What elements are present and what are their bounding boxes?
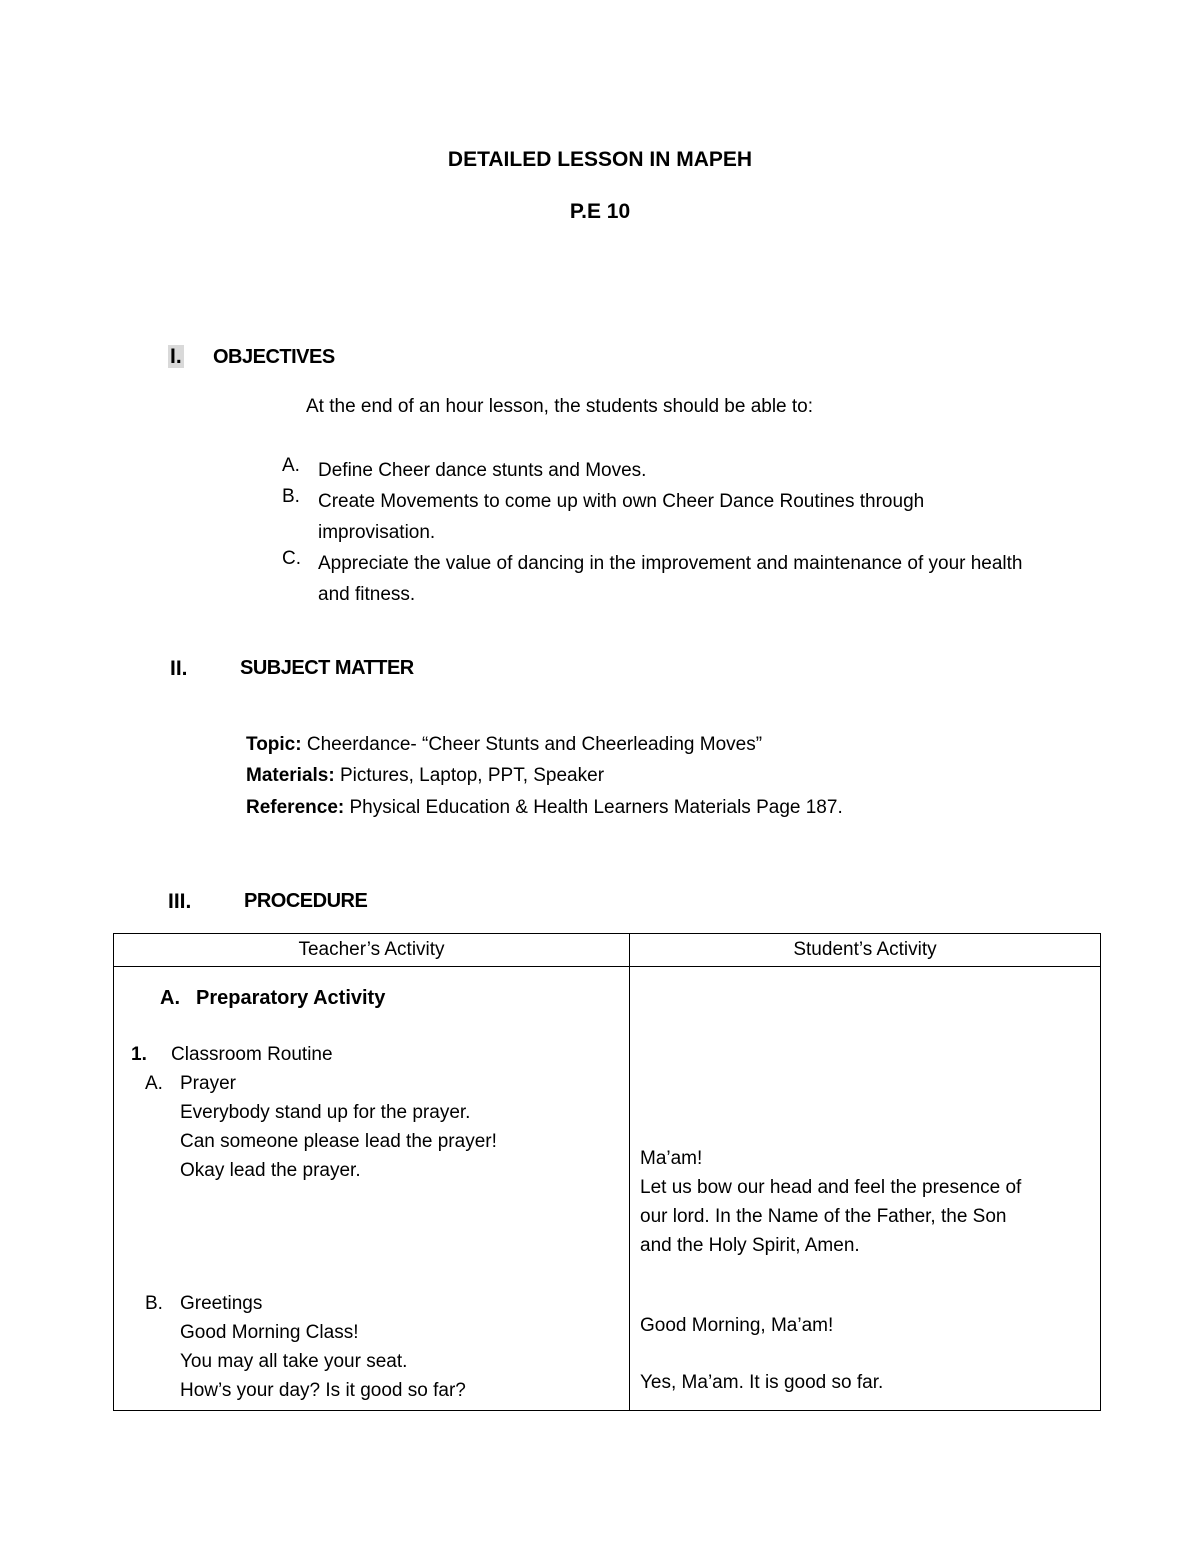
table-header-row xyxy=(114,934,1101,967)
prayer-title: Prayer xyxy=(180,1073,236,1094)
materials-line xyxy=(246,765,604,787)
section-heading-objectives: OBJECTIVES xyxy=(213,346,335,368)
item-title: Classroom Routine xyxy=(171,1044,333,1065)
teacher-line: Everybody stand up for the prayer. xyxy=(180,1102,471,1123)
objective-letter: C. xyxy=(282,548,301,569)
reference-label: Reference: xyxy=(246,797,345,818)
objectives-intro: At the end of an hour lesson, the students should be able to: xyxy=(306,396,814,417)
student-greeting-reply: Good Morning, Ma’am! xyxy=(640,1315,834,1336)
student-line: our lord. In the Name of the Father, the Son xyxy=(640,1206,1007,1227)
greetings-letter: B. xyxy=(145,1293,163,1314)
objective-letter: B. xyxy=(282,486,300,507)
section-heading-subject-matter: SUBJECT MATTER xyxy=(240,657,414,679)
teacher-activity-header: Teacher’s Activity xyxy=(114,934,630,967)
section-title: Preparatory Activity xyxy=(196,987,386,1009)
item-number: 1. xyxy=(131,1044,147,1065)
materials-value: Pictures, Laptop, PPT, Speaker xyxy=(334,765,605,786)
objective-text: Define Cheer dance stunts and Moves. xyxy=(318,460,647,481)
section-numeral-procedure: III. xyxy=(168,890,192,913)
student-activity-cell xyxy=(630,967,1101,1411)
teacher-line: How’s your day? Is it good so far? xyxy=(180,1380,466,1401)
reference-value: Physical Education & Health Learners Materials Page 187. xyxy=(344,797,843,818)
student-line: Ma’am! xyxy=(640,1148,703,1169)
topic-value: Cheerdance- “Cheer Stunts and Cheerleading Moves” xyxy=(301,734,763,755)
reference-line xyxy=(246,797,843,819)
procedure-table xyxy=(113,933,1101,1411)
objective-text: Create Movements to come up with own Cheer Dance Routines through improvisation. xyxy=(318,491,925,543)
table-row xyxy=(114,967,1101,1411)
prayer-letter: A. xyxy=(145,1073,163,1094)
section-heading-procedure: PROCEDURE xyxy=(244,890,368,912)
materials-label: Materials: xyxy=(246,765,335,786)
document-title: DETAILED LESSON IN MAPEH xyxy=(447,148,753,171)
document-subtitle: P.E 10 xyxy=(569,200,631,223)
student-day-reply: Yes, Ma’am. It is good so far. xyxy=(640,1372,884,1393)
section-numeral-objectives: I. xyxy=(170,345,182,368)
objective-letter: A. xyxy=(282,455,300,476)
section-letter: A. xyxy=(160,987,180,1009)
teacher-line: You may all take your seat. xyxy=(180,1351,408,1372)
teacher-line: Good Morning Class! xyxy=(180,1322,359,1343)
teacher-activity-cell xyxy=(114,967,630,1411)
topic-label: Topic: xyxy=(246,734,302,755)
greetings-title: Greetings xyxy=(180,1293,263,1314)
student-line: Let us bow our head and feel the presence of xyxy=(640,1177,1022,1198)
student-line: and the Holy Spirit, Amen. xyxy=(640,1235,860,1256)
student-activity-header: Student’s Activity xyxy=(630,934,1101,967)
teacher-line: Can someone please lead the prayer! xyxy=(180,1131,497,1152)
teacher-line: Okay lead the prayer. xyxy=(180,1160,361,1181)
section-numeral-subject-matter: II. xyxy=(170,657,188,680)
objective-text: Appreciate the value of dancing in the improvement and maintenance of your health and fitness. xyxy=(318,553,1023,605)
topic-line xyxy=(246,734,762,756)
